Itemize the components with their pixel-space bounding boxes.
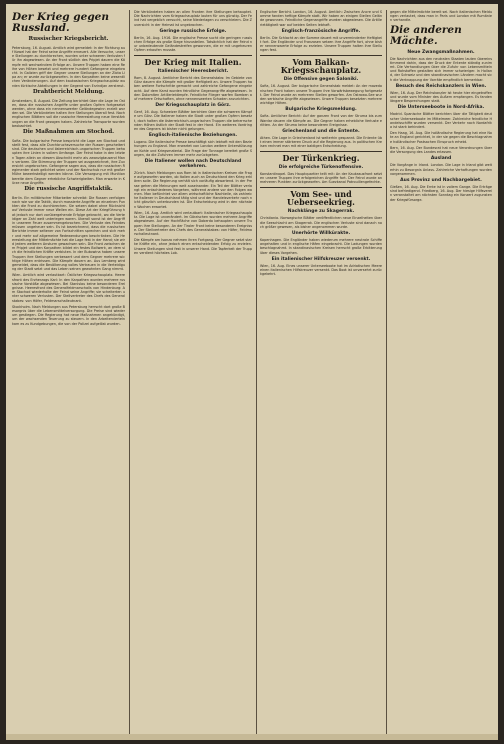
heading-rule [134, 55, 252, 56]
article-text: gegen die Mittelmächte bereit sei. Nach italienischen Meldungen verlautet, dass man in Paris und London mit Rumänien verhandle. [390, 10, 492, 23]
heading-rule [260, 55, 382, 56]
subheading: Italienischer Heeresbericht. [157, 69, 229, 75]
subheading: Bulgarische Kriegsmeldung. [285, 107, 357, 113]
article-text: Madrid. Spanische Blätter berichten über die Tätigkeit deutscher Unterseeboote im Mittelmeer. Zahlreiche feindliche Handelsschiffe wurden versenkt. Der Verkehr nach Nordafrika ist stark behindert. [390, 112, 492, 130]
article-text: Rom, 8. August. Amtlicher Bericht des Generalstabs: Im Gebiete von Görz dauern die Kämpfe mit großer Heftigkeit an. Unsere Truppen haben weitere Fortschritte gemacht und zahlreiche Gefangene eingebracht. Auf dem Karst wurden feindliche Gegenangriffe abgewiesen. In den Dolomiten Artilleriekämpfe. Feindliche Flieger warfen Bomben auf mehrere Ortschaften, ohne nennenswerten Schaden anzurichten. [134, 76, 252, 102]
column-4 [390, 10, 492, 734]
article-text: Lugano. Die italienische Presse beschäftigt sich lebhaft mit den Beziehungen zu England. Man erwartet von London weitere Unterstützung an Kohle und Kriegsmaterial. Die Frage der Tonnage bereitet große Sorgen, da die Zufuhren immer mehr zurückgehen. [134, 140, 252, 157]
subheading: Die erfolgreiche Türkenoffensive. [278, 165, 364, 171]
column-3 [260, 10, 382, 734]
column-rule [256, 10, 257, 734]
subheading: Drahtbericht Meldung. [32, 88, 105, 95]
subheading: Englisch-französische Angriffe. [281, 28, 361, 34]
heading-rule [260, 187, 382, 188]
section-heading: Vom Balkan-Kriegsschauplatz. [280, 56, 362, 76]
article-text: Die Kämpfe am Isonzo nehmen ihren Fortgang. Der Gegner setzt starke Kräfte ein, ohne jedoch einen entscheidenden Erfolg zu erzielen. Unsere Stellungen sind fest in unserer Hand. Die Tapferkeit der Truppen verdient höchstes Lob. [134, 238, 252, 255]
article-text: Berlin, 16. Aug. 1916. Die englische Presse sucht die geringen russischen Erfolge als große Siege hinzustellen. Tatsächlich hat der Feind nur unbedeutende Geländestreifen gewonnen, die er mit ungeheuren Opfern erkaufen musste. [134, 35, 252, 53]
section-heading: Vom See- und Ueberseekrieg. [287, 188, 355, 208]
newspaper-page [6, 4, 498, 740]
article-text: Die Vorgänge in Irland. London. Die Lage in Irland gibt weiterhin zu Besorgnis Anlass. Zahlreiche Verhaftungen wurden vorgenommen. [390, 163, 492, 176]
subheading: Neue Zwangsmaßnahmen. [407, 49, 475, 55]
subheading: Der Kriegsschauplatz in Görz. [155, 103, 231, 109]
article-text: Gießen, 16. Aug. Die Ernte ist in vollem Gange. Die Erträge sind befriedigend. Friedberg, 16. Aug. Der hiesige Hilfsverein veranstaltet am nächsten Sonntag ein Konzert zugunsten der Kriegsfürsorge. [390, 184, 492, 202]
article-text: Kopenhagen. Die Engländer haben wiederum mehrere neutrale Schiffe angehalten und in englische Häfen eingebracht. Die Ladungen wurden beschlagnahmt. In skandinavischen Kreisen herrscht große Erbitterung über dieses Vorgehen. [260, 238, 382, 255]
section-heading: Der Türkenkrieg. [282, 152, 360, 163]
article-text: Zürich. Nach Meldungen aus Rom ist in italienischen Kreisen die Frage aufgeworfen worden, ob Italien auch an Deutschland den Krieg erklären solle. Die Regierung verhält sich vorläufig abwartend. In der Presse gehen die Meinungen weit auseinander. Ein Teil der Blätter verlangt ein entschiedenes Vorgehen, während andere vor den Folgen warnen. Man befürchtet vor allem wirtschaftliche Nachteile, da zahlreiche Italiener in Deutschland tätig sind und der Handelsverkehr noch nicht gänzlich unterbunden ist. Die Entscheidung wird in den nächsten Wochen erwartet. [134, 171, 252, 209]
article-text: Sofia, 16. August. Der bulgarische Generalstab meldet: An der mazedonischen Front haben unsere Truppen ihre Vorwärtsbewegung fortgesetzt. Der Feind wurde an mehreren Stellen geworfen. Am Ostrowo-See wurden serbische Angriffe abgewiesen. Unsere Truppen besetzten mehrere wichtige Höhen. [260, 84, 382, 106]
article-text: Berlin. Ein militärischer Mitarbeiter schreibt: Die Russen verfolgen nach wie vor die Taktik, durch massierte Angriffe an einzelnen Punkten die Front zu durchbrechen. Sie setzen dabei ohne Rücksicht auf Verluste immer neue Wellen ein. Diese Art der Kriegführung hat jedoch nur dort vorübergehende Erfolge gebracht, wo die Verteidiger an Zahl weit unterlegen waren. Überall sonst ist der Angriff in unserem Feuer zusammengebrochen. Die Verluste des Feindes müssen ungeheuer sein. Es ist bezeichnend, dass die russischen Berichte immer seltener von Fortschritten sprechen und sich mehr und mehr auf allgemeine Redewendungen beschränken. Die Heeresleitung der Mittelmächte hat die Lage fest in der Hand; sie wird jedem weiteren Ansturm gewachsen sein. Die Front zwischen dem Pripjet und den Karpathen bildet ein festes Bollwerk, an dem sich die feindlichen Kräfte verbluten. In der Bukowina haben unsere Truppen ihre Stellungen verbessert und dem Gegner mehrere wichtige Höhen entrissen. Die Kämpfe dauern an. Aus Lemberg wird gemeldet, dass die Bevölkerung volles Vertrauen in die Verteidigung der Stadt setzt und das Leben seinen gewohnten Gang nimmt. [12, 195, 125, 272]
subheading: Russischer Kriegsbericht. [28, 36, 109, 43]
subheading: Die Italiener wollen nach Deutschland verkehren. [144, 159, 242, 170]
column-2 [134, 10, 252, 734]
article-text: Die Verbündeten haben an allen Fronten ihre Stellungen behauptet. Die Nachrichten vom Kriegsschauplatz lauten für uns günstig. Der Feind hat vergeblich versucht, seine Niederlagen zu verschleiern. Die Zuversicht in der Heimat ist ungebrochen. [134, 10, 252, 27]
subheading: Unerhörte Willkürakte. [291, 231, 351, 237]
article-text: Die Nachrichten aus den neutralen Staaten lauten übereinstimmend dahin, dass der Druck der Entente ständig zunimmt. Die Verhandlungen über die Zufuhr von Lebensmitteln und Rohstoffen gestalten sich immer schwieriger. In Holland, der Schweiz und den skandinavischen Ländern macht sich die Verknappung der Vorräte empfindlich bemerkbar. [390, 56, 492, 82]
article-text: Athen. Die Lage in Griechenland ist weiterhin gespannt. Die Entente übt einen immer stärkeren Druck auf die Regierung aus. In politischen Kreisen rechnet man mit einer baldigen Entscheidung. [260, 136, 382, 149]
column-1 [12, 10, 125, 734]
article-text: Wien, 16. Aug. Der Reichskanzler ist heute hier eingetroffen und wurde vom Minister des Äußern empfangen. Es fanden längere Besprechungen statt. [390, 90, 492, 104]
article-text: Sofia. Amtlicher Bericht: Auf der ganzen Front von der Struma bis zum Wardar dauern die Kämpfe an. Die Gegner haben erhebliche Verluste erlitten. An der Struma keine besonderen Ereignisse. [260, 114, 382, 127]
subheading: Besuch des Reichskanzlers in Wien. [395, 83, 487, 89]
article-text: Stockholm. Nach Meldungen aus Petersburg herrscht dort große Besorgnis über die Lebensmittelversorgung. Die Preise sind wiederum gestiegen. Die Regierung hat neue Maßnahmen angekündigt, um der wachsenden Teuerung zu steuern. In den Arbeitervierteln kam es zu Kundgebungen, die von der Polizei aufgelöst wurden. [12, 304, 125, 326]
article-text: Amsterdam, 8. August. Die Zeitung berichtet über die Lage im Osten, dass die russischen Angriffe unter großen Opfern fortgesetzt werden, ohne dass ein nennenswerter Geländegewinn erzielt worden sei. Die Verbündeten halten ihre Stellungen überall fest. Nach englischen Blättern soll die russische Heeresleitung neue Verstärkungen an die Front gezogen haben. Zahlreiche Transporte wurden beobachtet. [12, 98, 125, 128]
article-text: Genf, 16. Aug. Schweizer Blätter berichten über die schweren Kämpfe um Görz. Die Italiener haben die Stadt unter großen Opfern besetzt, doch halten die österreichisch-ungarischen Truppen die beherrschenden Höhen östlich der Stadt fest in der Hand. Ein weiteres Vordringen des Gegners ist bisher nicht gelungen. [134, 110, 252, 132]
article-text: Wien, 16. Aug. Eines unserer Unterseeboote hat im Adriatischen Meere einen italienischen Hilfskreuzer versenkt. Das Boot ist unversehrt zurückgekehrt. [260, 263, 382, 277]
subheading: Geringe russische Erfolge. [159, 28, 227, 34]
section-heading: Die anderen Mächte. [390, 23, 462, 47]
article-text: Englischer Bericht. London, 16. August. Amtlich: Zwischen Ancre und Somme fanden heftige Kämpfe statt. Wir haben an einigen Stellen Gelände gewonnen. Feindliche Gegenangriffe wurden abgewiesen. Die Artillerietätigkeit war auf beiden Seiten lebhaft. [260, 10, 382, 27]
subheading: Aus Provinz und Nachbargebiet. [400, 177, 482, 183]
article-text: Konstantinopel. Das Hauptquartier teilt mit: An der Kaukasusfront setzten unsere Truppen ihre erfolgreichen Angriffe fort. Der Feind wurde an mehreren Punkten zurückgeworfen. Am Suezkanal Patrouillengefechte. [260, 172, 382, 185]
subheading: Ein italienischer Hilfskreuzer versenkt. [271, 256, 371, 262]
subheading: Die Unterseeboote in Nord-Afrika. [397, 105, 485, 111]
article-text: Wien, 16. Aug. Amtlich wird verlautbart: Italienischer Kriegsschauplatz. Die Lage ist unverändert. Im Görzischen wurden mehrere Angriffe abgewiesen. Auf der Hochfläche von Doberdo behaupten unsere Truppen ihre Stellungen. An der Tiroler Front keine besonderen Ereignisse. Der Stellvertreter des Chefs des Generalstabes: von Höfer, Feldmarschalleutnant. [134, 210, 252, 236]
subheading: Nachklänge zu Skagerrak. [287, 209, 355, 215]
column-rule [129, 10, 130, 734]
article-text: Petersburg, 16. August. Amtlich wird gemeldet: In der Richtung auf Kowel hat der Feind seine Angriffe erneuert. Alle Versuche, unsere Stellungen zu durchbrechen, wurden unter schweren Verlusten für ihn abgewiesen. An der Front südlich des Pripjet dauern die Kämpfe mit wechselndem Erfolge an. Unsere Truppen haben eine Reihe von Höhen besetzt und mehrere hundert Gefangene eingebracht. In Galizien griff der Gegner unsere Stellungen an der Zlota Lipa an; er wurde zurückgeworfen. In den Karpathen keine wesentlichen Veränderungen. Auf dem kaukasischen Kriegsschauplatz wurden türkische Abteilungen in der Gegend von Erzindjan zerstreut. [12, 45, 125, 88]
heading-rule [260, 151, 382, 152]
page-bottom-edge [6, 734, 498, 740]
section-heading: Der Krieg mit Italien. [144, 56, 242, 67]
subheading: Ausland [430, 156, 452, 162]
subheading: Englisch-italienische Beziehungen. [148, 133, 238, 139]
article-text: Berlin. Die Schlacht an der Somme dauert mit unverminderter Heftigkeit fort. Die Engländer und Franzosen setzen ihre Angriffe fort, ohne bisher nennenswerte Erfolge zu erzielen. Unsere Truppen halten ihre Stellungen fest. [260, 35, 382, 53]
subheading: Griechenland und die Entente. [282, 129, 360, 135]
article-text: Wien. Amtlich wird verlautbart: Östlicher Kriegsschauplatz. Heeresfront des Erzherzogs Karl: In den Karpathen wurden mehrere russische Vorstöße abgewiesen. Bei Stanislau keine besonderen Ereignisse. Heeresfront des Generalfeldmarschalls von Hindenburg: Am Stochod wiederholte der Feind seine Angriffe; sie scheiterten unter schweren Verlusten. Der Stellvertreter des Chefs des Generalstabes: von Höfer, Feldmarschalleutnant. [12, 273, 125, 303]
subheading: Die Maßnahmen am Stochod. [22, 129, 115, 136]
article-text: Sofia. Die bulgarische Presse bespricht die Lage am Stochod und stellt fest, dass alle Durchbruchsversuche der Russen gescheitert sind. Die deutschen und österreichisch-ungarischen Truppen behaupten ihre Linien in vollem Umfange. Der Feind habe in den letzten Tagen allein an diesem Abschnitt mehr als zwanzigtausend Mann verloren. Die Stimmung der Truppen sei ausgezeichnet, ihre Zuversicht ungebrochen. Gefangene sagen aus, dass die russischen Regimenter stark gelichtet seien und der Nachschub nur mit großer Mühe bewerkstelligt werden könne. Die Versorgung mit Munition bereite dem Gegner erhebliche Schwierigkeiten. Man erwarte in Kürze neue Angriffe. [12, 138, 125, 185]
article-text: Christiania. Norwegische Blätter veröffentlichen neue Einzelheiten über die Seeschlacht am Skagerrak. Die englischen Verluste sind danach noch größer gewesen, als bisher angenommen wurde. [260, 216, 382, 229]
column-rule [386, 10, 387, 734]
article-text: Den Haag, 16. Aug. Die holländische Regierung hat eine Note an England gerichtet, in der sie gegen die Beschlagnahme holländischer Postsachen Einspruch erhebt. [390, 131, 492, 144]
subheading: Die russische Angriffstaktik. [24, 186, 113, 193]
subheading: Die Offensive gegen Saloniki. [283, 77, 359, 83]
section-heading: Der Krieg gegen Russland. [12, 11, 109, 35]
article-text: Bern, 16. Aug. Der Bundesrat hat neue Verordnungen über die Versorgung des Landes erlassen. [390, 145, 492, 155]
